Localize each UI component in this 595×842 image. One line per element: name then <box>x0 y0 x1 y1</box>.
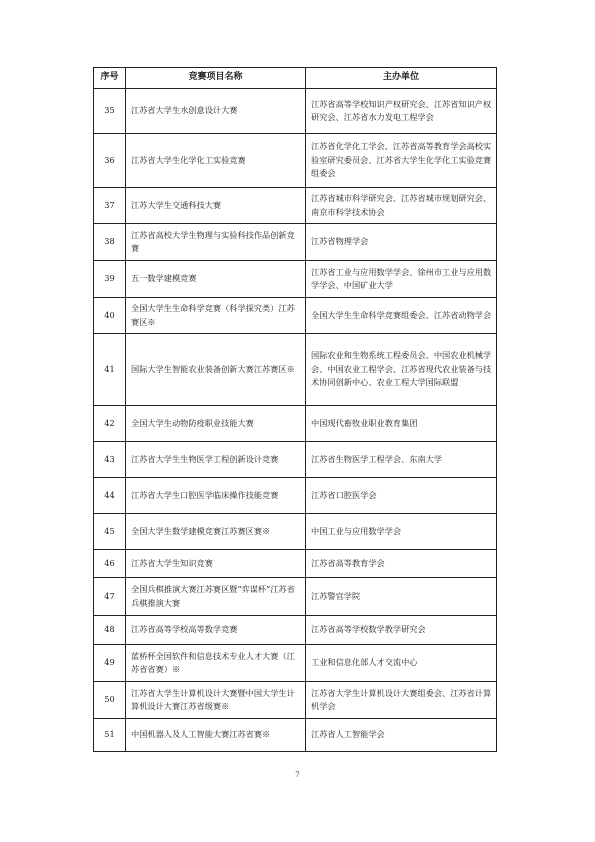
row-number: 37 <box>94 188 126 224</box>
table-row <box>94 334 497 406</box>
organizer: 中国现代畜牧业职业教育集团 <box>306 406 497 442</box>
table-row <box>94 514 497 550</box>
competition-table <box>93 67 497 752</box>
row-number: 46 <box>94 550 126 578</box>
table-row <box>94 406 497 442</box>
table-row <box>94 89 497 134</box>
table-row <box>94 478 497 514</box>
competition-name: 江苏省大学生水创意设计大赛 <box>126 89 306 134</box>
row-number: 51 <box>94 719 126 752</box>
row-number: 39 <box>94 261 126 298</box>
row-number: 44 <box>94 478 126 514</box>
table-row <box>94 719 497 752</box>
organizer: 江苏省化学化工学会、江苏省高等教育学会高校实验室研究委员会、江苏省大学生化学化工实验竞赛组委会 <box>306 134 497 188</box>
table-row <box>94 224 497 261</box>
organizer: 国际农业和生物系统工程委员会、中国农业机械学会、中国农业工程学会、江苏省现代农业装备与技术协同创新中心、农业工程大学国际联盟 <box>306 334 497 406</box>
row-number: 50 <box>94 682 126 719</box>
organizer: 工业和信息化部人才交流中心 <box>306 645 497 682</box>
table-row <box>94 682 497 719</box>
competition-name: 江苏省大学生计算机设计大赛暨中国大学生计算机设计大赛江苏省级赛※ <box>126 682 306 719</box>
organizer: 江苏省口腔医学会 <box>306 478 497 514</box>
competition-name: 五一数学建模竞赛 <box>126 261 306 298</box>
competition-name: 全国大学生动物防疫职业技能大赛 <box>126 406 306 442</box>
row-number: 38 <box>94 224 126 261</box>
row-number: 49 <box>94 645 126 682</box>
organizer: 江苏省人工智能学会 <box>306 719 497 752</box>
competition-name: 蓝桥杯全国软件和信息技术专业人才大赛（江苏省省赛）※ <box>126 645 306 682</box>
competition-name: 江苏大学生交通科技大赛 <box>126 188 306 224</box>
organizer: 江苏省高等学校数学教学研究会 <box>306 616 497 645</box>
competition-name: 江苏省大学生口腔医学临床操作技能竞赛 <box>126 478 306 514</box>
row-number: 48 <box>94 616 126 645</box>
competition-name: 中国机器人及人工智能大赛江苏省赛※ <box>126 719 306 752</box>
organizer: 江苏警官学院 <box>306 578 497 616</box>
table-row <box>94 134 497 188</box>
competition-name: 全国大学生生命科学竞赛（科学探究类）江苏赛区※ <box>126 298 306 334</box>
row-number: 41 <box>94 334 126 406</box>
organizer: 江苏省高等教育学会 <box>306 550 497 578</box>
table-row <box>94 578 497 616</box>
organizer: 江苏省大学生计算机设计大赛组委会、江苏省计算机学会 <box>306 682 497 719</box>
row-number: 45 <box>94 514 126 550</box>
competition-name: 江苏省高等学校高等数学竞赛 <box>126 616 306 645</box>
header-serial-number: 序号 <box>94 68 126 89</box>
organizer: 江苏省高等学校知识产权研究会、江苏省知识产权研究会、江苏省水力发电工程学会 <box>306 89 497 134</box>
competition-name: 江苏省高校大学生物理与实验科技作品创新竞赛 <box>126 224 306 261</box>
organizer: 江苏省生物医学工程学会、东南大学 <box>306 442 497 478</box>
table-row <box>94 261 497 298</box>
competition-name: 全国大学生数学建模竞赛江苏赛区赛※ <box>126 514 306 550</box>
header-organizer: 主办单位 <box>306 68 497 89</box>
competition-name: 国际大学生智能农业装备创新大赛江苏赛区※ <box>126 334 306 406</box>
row-number: 43 <box>94 442 126 478</box>
table-row <box>94 442 497 478</box>
competition-name: 江苏省大学生知识竞赛 <box>126 550 306 578</box>
row-number: 36 <box>94 134 126 188</box>
row-number: 35 <box>94 89 126 134</box>
row-number: 40 <box>94 298 126 334</box>
header-competition-name: 竞赛项目名称 <box>126 68 306 89</box>
row-number: 47 <box>94 578 126 616</box>
competition-name: 江苏省大学生生物医学工程创新设计竞赛 <box>126 442 306 478</box>
organizer: 江苏省工业与应用数学学会、徐州市工业与应用数学学会、中国矿业大学 <box>306 261 497 298</box>
organizer: 江苏省城市科学研究会、江苏省城市规划研究会、南京市科学技术协会 <box>306 188 497 224</box>
row-number: 42 <box>94 406 126 442</box>
page-number: 7 <box>295 771 300 779</box>
table-row <box>94 550 497 578</box>
organizer: 江苏省物理学会 <box>306 224 497 261</box>
organizer: 全国大学生生命科学竞赛组委会、江苏省动物学会 <box>306 298 497 334</box>
competition-name: 全国兵棋推演大赛江苏赛区暨“弈谋杯”江苏省兵棋推演大赛 <box>126 578 306 616</box>
table-header-row <box>94 68 497 89</box>
table-row <box>94 645 497 682</box>
table-row <box>94 188 497 224</box>
organizer: 中国工业与应用数学学会 <box>306 514 497 550</box>
table-row <box>94 616 497 645</box>
table-row <box>94 298 497 334</box>
competition-name: 江苏省大学生化学化工实验竞赛 <box>126 134 306 188</box>
